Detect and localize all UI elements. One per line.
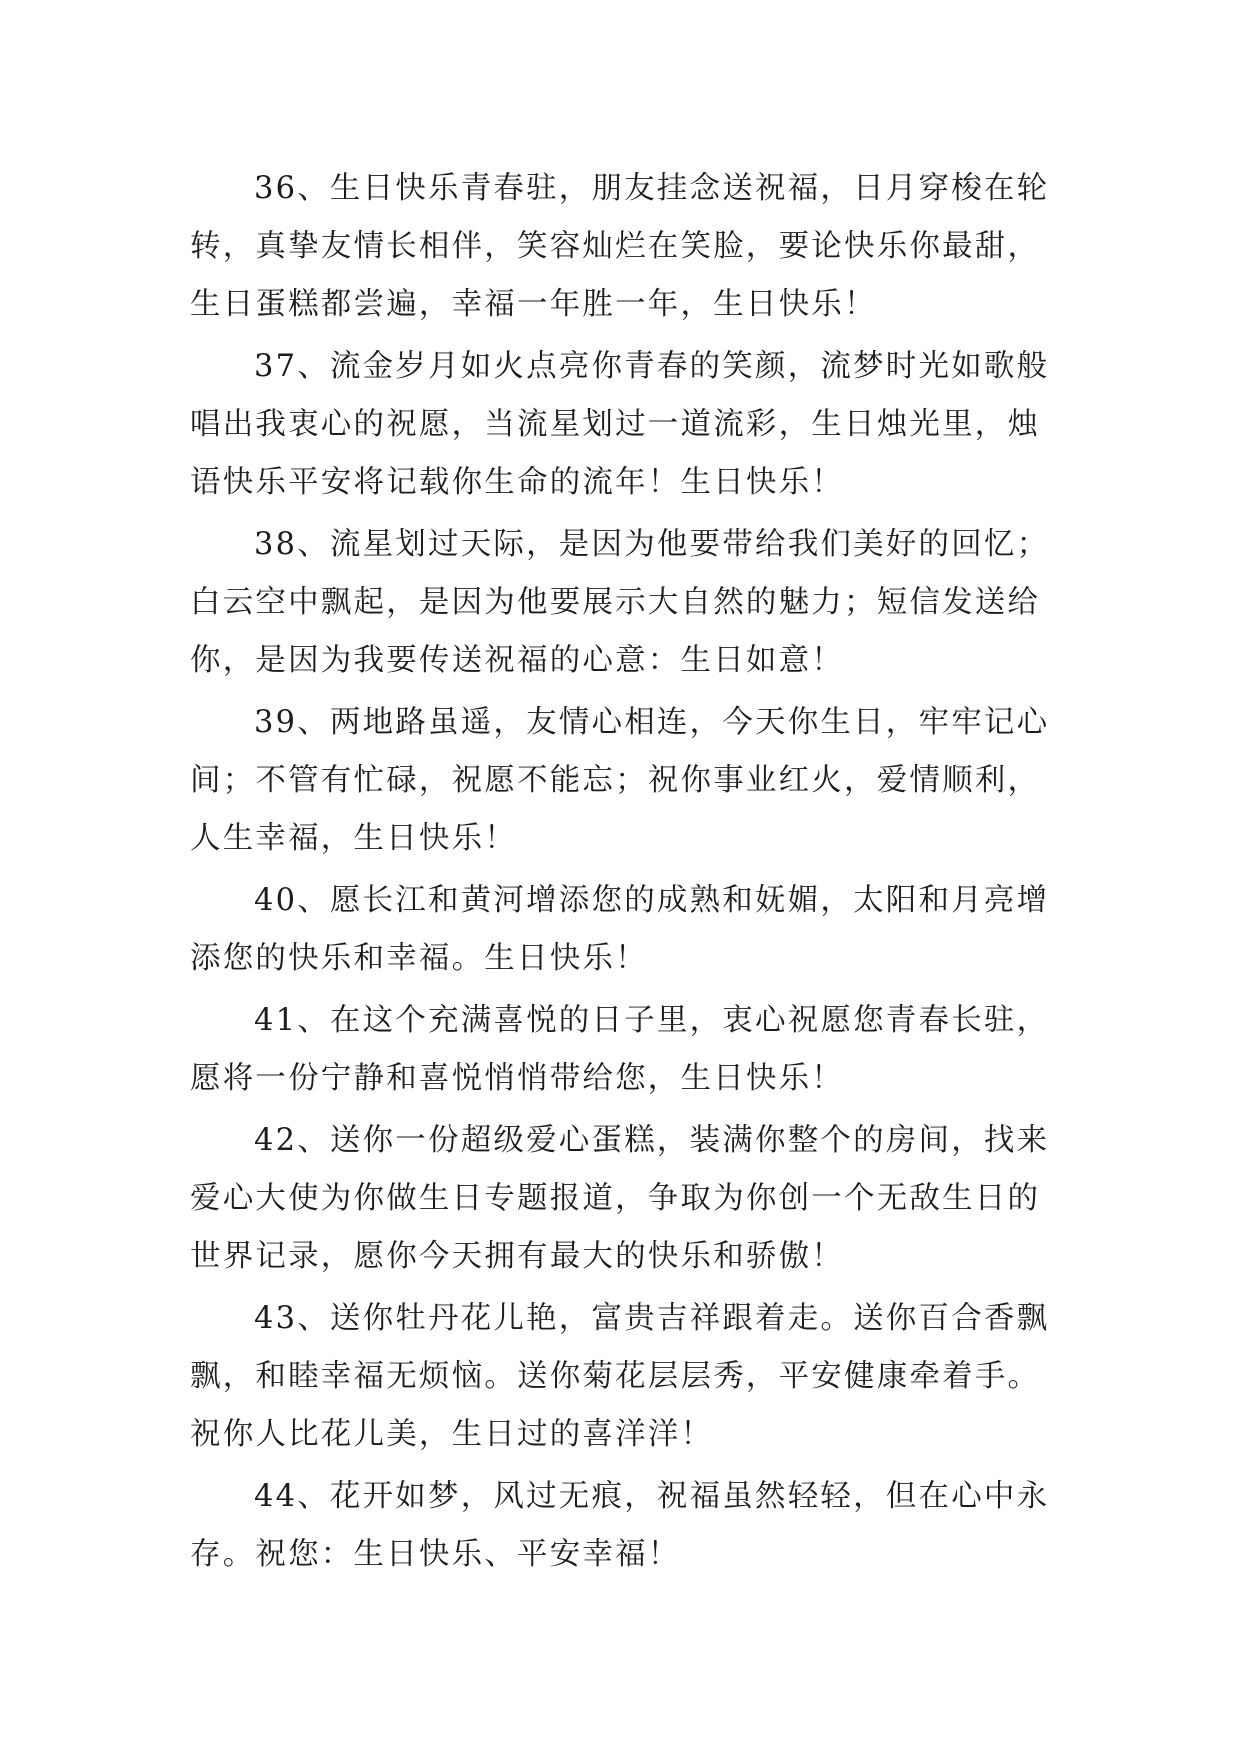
document-body: [190, 160, 1060, 1588]
paragraph-37: 37、流金岁月如火点亮你青春的笑颜，流梦时光如歌般唱出我衷心的祝愿，当流星划过一道流彩，生日烛光里，烛语快乐平安将记载你生命的流年！生日快乐！: [190, 349, 1050, 500]
paragraph-41: 41、在这个充满喜悦的日子里，衷心祝愿您青春长驻，愿将一份宁静和喜悦悄悄带给您，生日快乐！: [190, 1003, 1050, 1096]
paragraph-44: 44、花开如梦，风过无痕，祝福虽然轻轻，但在心中永存。祝您：生日快乐、平安幸福！: [190, 1479, 1050, 1572]
paragraph-36: 36、生日快乐青春驻，朋友挂念送祝福，日月穿梭在轮转，真挚友情长相伴，笑容灿烂在笑脸，要论快乐你最甜，生日蛋糕都尝遍，幸福一年胜一年，生日快乐！: [190, 171, 1050, 322]
paragraph-38: 38、流星划过天际，是因为他要带给我们美好的回忆；白云空中飘起，是因为他要展示大自然的魅力；短信发送给你，是因为我要传送祝福的心意：生日如意！: [190, 527, 1050, 678]
paragraph-39: 39、两地路虽遥，友情心相连，今天你生日，牢牢记心间；不管有忙碌，祝愿不能忘；祝你事业红火，爱情顺利，人生幸福，生日快乐！: [190, 705, 1050, 856]
paragraph-43: 43、送你牡丹花儿艳，富贵吉祥跟着走。送你百合香飘飘，和睦幸福无烦恼。送你菊花层层秀，平安健康牵着手。祝你人比花儿美，生日过的喜洋洋！: [190, 1301, 1050, 1452]
paragraph-40: 40、愿长江和黄河增添您的成熟和妩媚，太阳和月亮增添您的快乐和幸福。生日快乐！: [190, 883, 1050, 976]
paragraph-42: 42、送你一份超级爱心蛋糕，装满你整个的房间，找来爱心大使为你做生日专题报道，争取为你创一个无敌生日的世界记录，愿你今天拥有最大的快乐和骄傲！: [190, 1123, 1050, 1274]
